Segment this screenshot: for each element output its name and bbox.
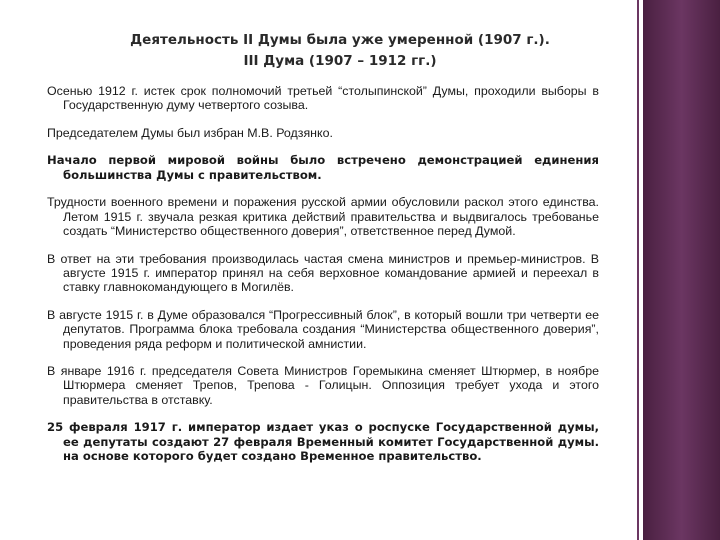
paragraph-8: 25 февраля 1917 г. император издает указ о роспуске Государственной думы, ее депутаты создают 27 февраля Временный комитет Государственной думы. на основе которого будет создано Временное правительство. bbox=[47, 420, 599, 464]
slide-title-line-2: III Дума (1907 – 1912 гг.) bbox=[243, 53, 437, 69]
paragraph-1: Осенью 1912 г. истек срок полномочий третьей “столыпинской” Думы, проходили выборы в Государственную думу четвертого созыва. bbox=[47, 84, 599, 113]
paragraph-3: Начало первой мировой войны было встречено демонстрацией единения большинства Думы с правительством. bbox=[47, 153, 599, 182]
decorative-sidebar bbox=[643, 0, 720, 540]
paragraph-6: В августе 1915 г. в Думе образовался “Прогрессивный блок”, в который вошли три четверти ее депутатов. Программа блока требовала создания “Министерства общественного доверия”, проведения ряда реформ и политической амнистии. bbox=[47, 307, 599, 351]
slide-body bbox=[47, 84, 599, 477]
slide-title bbox=[40, 30, 640, 72]
paragraph-4: Трудности военного времени и поражения русской армии обусловили раскол этого единства. Летом 1915 г. звучала резкая критика действий правительства и выдвигалось требованье создать “Министерство общественного доверия”, ответственное перед Думой. bbox=[47, 195, 599, 239]
slide-title-line-1: Деятельность II Думы была уже умеренной (1907 г.). bbox=[130, 32, 550, 48]
paragraph-2: Председателем Думы был избран М.В. Родзянко. bbox=[47, 125, 333, 140]
paragraph-7: В январе 1916 г. председателя Совета Министров Горемыкина сменяет Штюрмер, в ноябре Штюрмера сменяет Трепов, Трепова - Голицын. Оппозиция требует ухода и этого правительства в отставку. bbox=[47, 364, 599, 407]
paragraph-5: В ответ на эти требования производилась частая смена министров и премьер-министров. В августе 1915 г. император принял на себя верховное командование армией и переехал в ставку главнокомандующего в Могилёв. bbox=[47, 251, 599, 295]
